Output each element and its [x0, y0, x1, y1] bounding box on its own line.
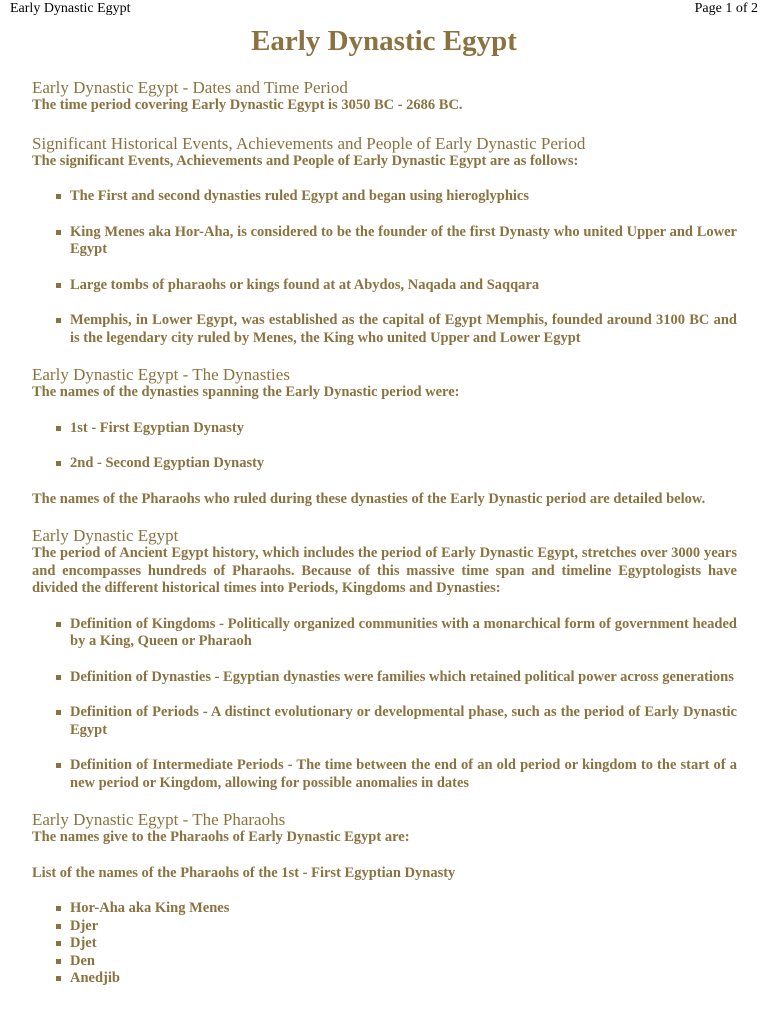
header-doc-title: Early Dynastic Egypt	[10, 1, 131, 16]
list-item: Djer	[32, 918, 737, 936]
pharaohs-list	[32, 900, 737, 988]
list-item: Large tombs of pharaohs or kings found at at Abydos, Naqada and Saqqara	[32, 277, 737, 295]
square-bullet-icon	[56, 318, 61, 323]
list-item: Definition of Intermediate Periods - The time between the end of an old period or kingdom to the start of a new period or Kingdom, allowing for possible anomalies in dates	[32, 757, 737, 792]
square-bullet-icon	[56, 959, 61, 964]
list-item: King Menes aka Hor-Aha, is considered to be the founder of the first Dynasty who united Upper and Lower Egypt	[32, 224, 737, 259]
page-header	[0, 0, 768, 20]
history-intro: The period of Ancient Egypt history, which includes the period of Early Dynastic Egypt, stretches over 3000 years and encompasses hundreds of Pharaohs. Because of this massive time span and timeline Egyptologists have divided the different historical times into Periods, Kingdoms and Dynasties:	[32, 545, 737, 596]
square-bullet-icon	[56, 461, 61, 466]
square-bullet-icon	[56, 283, 61, 288]
square-bullet-icon	[56, 941, 61, 946]
list-item: 2nd - Second Egyptian Dynasty	[32, 455, 737, 473]
dates-text: The time period covering Early Dynastic Egypt is 3050 BC - 2686 BC.	[32, 97, 463, 113]
list-item: Definition of Periods - A distinct evolutionary or developmental phase, such as the period of Early Dynastic Egypt	[32, 704, 737, 739]
list-item: Den	[32, 953, 737, 971]
definitions-list	[32, 616, 737, 793]
square-bullet-icon	[56, 763, 61, 768]
list-item: Djet	[32, 935, 737, 953]
section-heading-dynasties: Early Dynastic Egypt - The Dynasties	[32, 365, 290, 384]
square-bullet-icon	[56, 426, 61, 431]
square-bullet-icon	[56, 194, 61, 199]
section-heading-events: Significant Historical Events, Achievements and People of Early Dynastic Period	[32, 133, 586, 153]
square-bullet-icon	[56, 906, 61, 911]
events-list	[32, 188, 737, 347]
square-bullet-icon	[56, 675, 61, 680]
square-bullet-icon	[56, 924, 61, 929]
list-item: Memphis, in Lower Egypt, was established as the capital of Egypt Memphis, founded around 3100 BC and is the legendary city ruled by Menes, the King who united Upper and Lower Egypt	[32, 312, 737, 347]
dynasties-list	[32, 420, 737, 473]
list-item: Hor-Aha aka King Menes	[32, 900, 737, 918]
section-heading-dates: Early Dynastic Egypt - Dates and Time Period	[32, 78, 348, 97]
list-item: Definition of Dynasties - Egyptian dynasties were families which retained political power across generations	[32, 669, 737, 687]
list-item: Definition of Kingdoms - Politically organized communities with a monarchical form of government headed by a King, Queen or Pharaoh	[32, 616, 737, 651]
dynasties-intro: The names of the dynasties spanning the Early Dynastic period were:	[32, 384, 460, 400]
section-heading-history: Early Dynastic Egypt	[32, 526, 179, 545]
document-body	[32, 78, 737, 988]
header-page-number: Page 1 of 2	[694, 1, 758, 16]
list-item: Anedjib	[32, 970, 737, 988]
pharaohs-intro: The names give to the Pharaohs of Early Dynastic Egypt are:	[32, 829, 410, 845]
pharaohs-list-title: List of the names of the Pharaohs of the 1st - First Egyptian Dynasty	[32, 864, 456, 881]
square-bullet-icon	[56, 976, 61, 981]
page-title: Early Dynastic Egypt	[251, 25, 517, 57]
square-bullet-icon	[56, 710, 61, 715]
events-intro: The significant Events, Achievements and People of Early Dynastic Egypt are as follows:	[32, 152, 579, 169]
section-heading-pharaohs: Early Dynastic Egypt - The Pharaohs	[32, 810, 286, 829]
list-item: 1st - First Egyptian Dynasty	[32, 420, 737, 438]
dynasties-outro: The names of the Pharaohs who ruled during these dynasties of the Early Dynastic period are detailed below.	[32, 490, 706, 507]
square-bullet-icon	[56, 230, 61, 235]
square-bullet-icon	[56, 622, 61, 627]
list-item: The First and second dynasties ruled Egypt and began using hieroglyphics	[32, 188, 737, 206]
